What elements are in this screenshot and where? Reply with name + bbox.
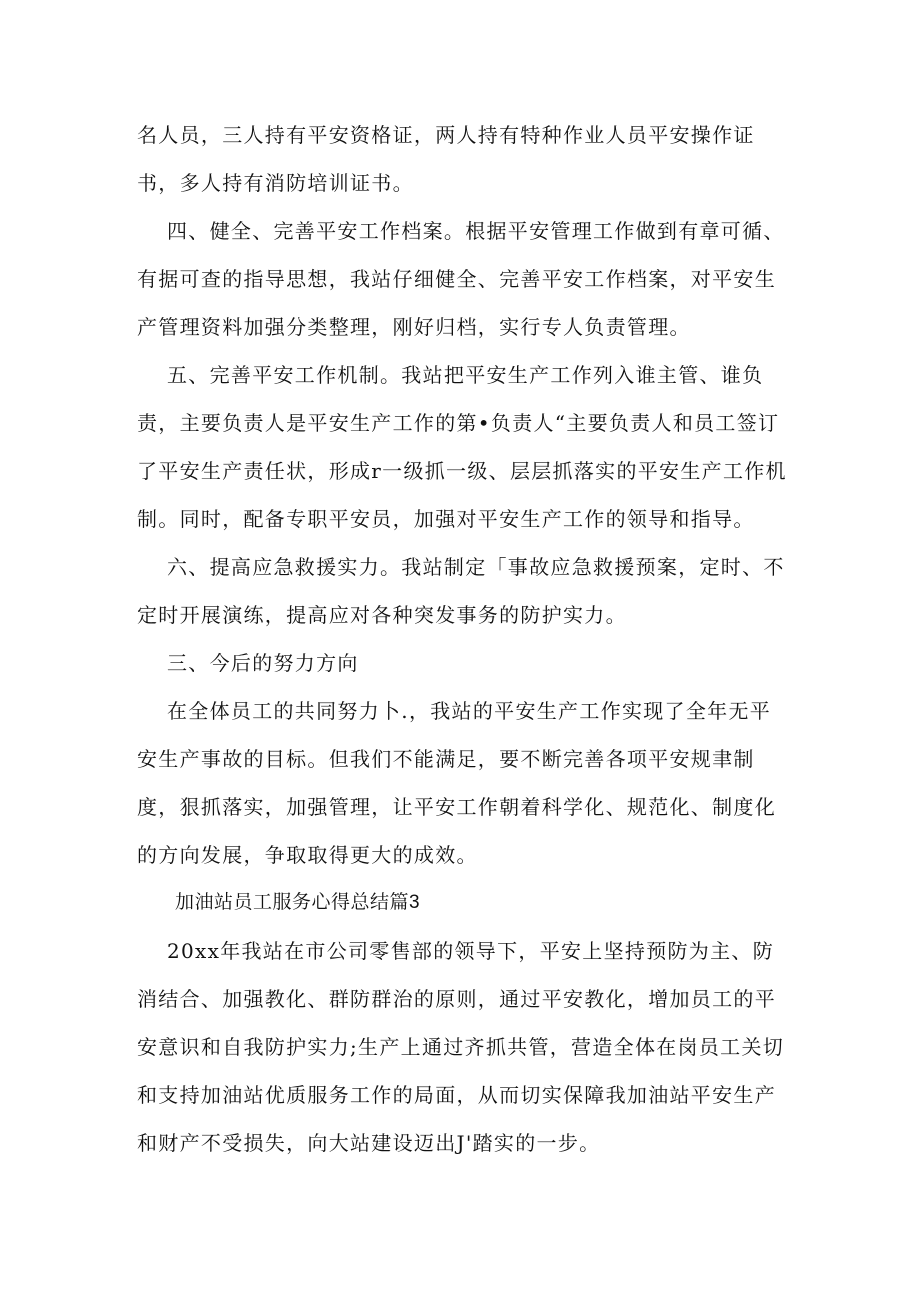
paragraph-safety-archives: 四、健全、完善平安工作档案。根据平安管理工作做到有章可循、有据可查的指导思想，我站仔细健全、完善平安工作档案，对平安生产管理资料加强分类整理，刚好归档，实行专人负责管理。 [137,219,785,339]
paragraph-future-goals: 在全体员工的共同努力卜.，我站的平安生产工作实现了全年无平安生产事故的目标。但我们不能满足，要不断完善各项平安规聿制度，狠抓落实，加强管理，让平安工作朝着科学化、规范化、制度化的方向发展，争取取得更大的成效。 [137,699,776,867]
article-heading: 加油站员工服务心得总结篇3 [175,892,421,913]
paragraph-emergency-rescue: 六、提高应急救援实力。我站制定「事故应急救援预案，定时、不定时开展演练，提高应对各种突发事务的防护实力。 [137,555,785,627]
paragraph-staff-certificates: 名人员，三人持有平安资格证，两人持有特种作业人员平安操作证书，多人持有消防培训证书。 [137,123,755,195]
paragraph-annual-summary: 20xx年我站在市公司零售部的领导下，平安上坚持预防为主、防消结合、加强教化、群防群治的原则，通过平安教化，增加员工的平安意识和自我防护实力;生产上通过齐抓共管，营造全体在岗员工关切和支持加油站优质服务工作的局面，从而切实保障我加油站平安生产和财产不受损失，向大站建设迈出J'踏实的一步。 [137,939,785,1155]
paragraph-safety-mechanism: 五、完善平安工作机制。我站把平安生产工作列入谁主管、谁负责，主要负责人是平安生产工作的第•负责人“主要负责人和员工签订了平安生产责任状，形成r一级抓一级、层层抓落实的平安生产工作机制。同时，配备专职平安员，加强对平安生产工作的领导和指导。 [137,363,787,531]
section-title-future-direction: 三、今后的努力方向 [167,651,359,675]
